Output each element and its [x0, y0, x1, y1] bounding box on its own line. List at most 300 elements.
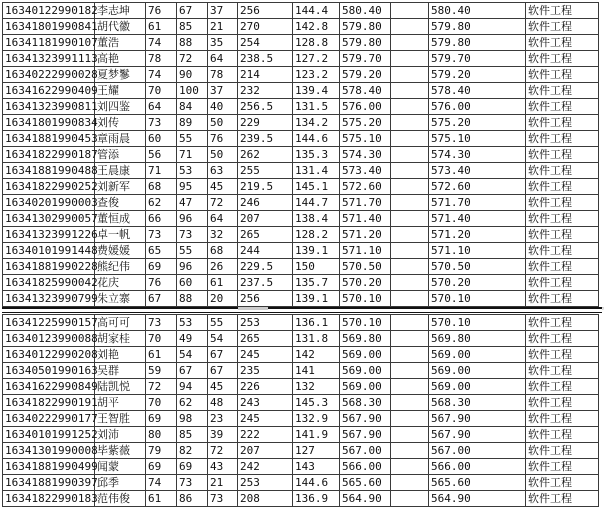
cell-score1[interactable]: 56 [146, 147, 177, 163]
cell-bonus[interactable] [391, 35, 429, 51]
cell-score5[interactable]: 131.5 [293, 99, 340, 115]
cell-score5[interactable]: 144.4 [293, 3, 340, 19]
cell-score5[interactable]: 132 [293, 379, 340, 395]
cell-score4[interactable]: 208 [238, 491, 293, 507]
cell-total[interactable]: 568.30 [340, 395, 391, 411]
cell-score5[interactable]: 135.7 [293, 275, 340, 291]
cell-score1[interactable]: 61 [146, 347, 177, 363]
cell-bonus[interactable] [391, 163, 429, 179]
cell-score1[interactable]: 71 [146, 163, 177, 179]
cell-final-total[interactable]: 571.10 [429, 243, 526, 259]
cell-student-id[interactable]: 16341822990187 [3, 147, 95, 163]
cell-final-total[interactable]: 579.70 [429, 51, 526, 67]
cell-major[interactable]: 软件工程 [526, 131, 599, 147]
cell-bonus[interactable] [391, 259, 429, 275]
cell-name[interactable]: 李志坤 [95, 3, 146, 19]
cell-total[interactable]: 579.80 [340, 19, 391, 35]
cell-total[interactable]: 569.00 [340, 363, 391, 379]
cell-student-id[interactable]: 16341881990228 [3, 259, 95, 275]
cell-score1[interactable]: 73 [146, 115, 177, 131]
cell-score5[interactable]: 128.8 [293, 35, 340, 51]
cell-score1[interactable]: 60 [146, 131, 177, 147]
cell-score4[interactable]: 255 [238, 163, 293, 179]
cell-student-id[interactable]: 16341881990488 [3, 163, 95, 179]
cell-total[interactable]: 569.00 [340, 347, 391, 363]
cell-major[interactable]: 软件工程 [526, 331, 599, 347]
cell-score1[interactable]: 61 [146, 19, 177, 35]
cell-student-id[interactable]: 16341801990834 [3, 115, 95, 131]
cell-major[interactable]: 软件工程 [526, 147, 599, 163]
cell-bonus[interactable] [391, 211, 429, 227]
cell-score3[interactable]: 55 [208, 315, 238, 331]
cell-score2[interactable]: 53 [177, 163, 208, 179]
cell-student-id[interactable]: 16341825990042 [3, 275, 95, 291]
cell-name[interactable]: 胡代徽 [95, 19, 146, 35]
cell-major[interactable]: 软件工程 [526, 227, 599, 243]
cell-total[interactable]: 579.20 [340, 67, 391, 83]
cell-score5[interactable]: 139.1 [293, 291, 340, 307]
cell-final-total[interactable]: 573.40 [429, 163, 526, 179]
cell-student-id[interactable]: 16340222990028 [3, 67, 95, 83]
cell-bonus[interactable] [391, 83, 429, 99]
cell-score3[interactable]: 72 [208, 443, 238, 459]
cell-bonus[interactable] [391, 459, 429, 475]
cell-score4[interactable]: 232 [238, 83, 293, 99]
cell-major[interactable]: 软件工程 [526, 67, 599, 83]
cell-score4[interactable]: 207 [238, 211, 293, 227]
cell-score2[interactable]: 94 [177, 379, 208, 395]
cell-major[interactable]: 软件工程 [526, 315, 599, 331]
cell-score1[interactable]: 73 [146, 315, 177, 331]
cell-bonus[interactable] [391, 443, 429, 459]
cell-score3[interactable]: 50 [208, 147, 238, 163]
cell-score4[interactable]: 238.5 [238, 51, 293, 67]
cell-score2[interactable]: 100 [177, 83, 208, 99]
cell-score5[interactable]: 128.2 [293, 227, 340, 243]
cell-major[interactable]: 软件工程 [526, 195, 599, 211]
cell-total[interactable]: 571.10 [340, 243, 391, 259]
cell-score4[interactable]: 256 [238, 3, 293, 19]
cell-score5[interactable]: 136.9 [293, 491, 340, 507]
cell-bonus[interactable] [391, 179, 429, 195]
cell-score4[interactable]: 265 [238, 331, 293, 347]
cell-score3[interactable]: 67 [208, 363, 238, 379]
cell-name[interactable]: 管添 [95, 147, 146, 163]
cell-final-total[interactable]: 570.50 [429, 259, 526, 275]
cell-score3[interactable]: 72 [208, 195, 238, 211]
cell-score3[interactable]: 78 [208, 67, 238, 83]
cell-score5[interactable]: 138.4 [293, 211, 340, 227]
cell-name[interactable]: 高可可 [95, 315, 146, 331]
cell-name[interactable]: 熊纪伟 [95, 259, 146, 275]
cell-bonus[interactable] [391, 19, 429, 35]
cell-final-total[interactable]: 569.00 [429, 347, 526, 363]
cell-total[interactable]: 571.40 [340, 211, 391, 227]
cell-student-id[interactable]: 16341881990453 [3, 131, 95, 147]
cell-score4[interactable]: 265 [238, 227, 293, 243]
cell-score1[interactable]: 78 [146, 51, 177, 67]
cell-bonus[interactable] [391, 379, 429, 395]
cell-score1[interactable]: 70 [146, 395, 177, 411]
cell-final-total[interactable]: 579.20 [429, 67, 526, 83]
cell-score2[interactable]: 73 [177, 475, 208, 491]
cell-final-total[interactable]: 571.20 [429, 227, 526, 243]
cell-score2[interactable]: 49 [177, 331, 208, 347]
cell-score5[interactable]: 134.2 [293, 115, 340, 131]
cell-score4[interactable]: 226 [238, 379, 293, 395]
cell-score3[interactable]: 23 [208, 411, 238, 427]
cell-score1[interactable]: 69 [146, 411, 177, 427]
cell-score4[interactable]: 245 [238, 347, 293, 363]
cell-score1[interactable]: 79 [146, 443, 177, 459]
cell-final-total[interactable]: 572.60 [429, 179, 526, 195]
cell-score2[interactable]: 88 [177, 35, 208, 51]
cell-major[interactable]: 软件工程 [526, 363, 599, 379]
cell-name[interactable]: 刘新军 [95, 179, 146, 195]
cell-major[interactable]: 软件工程 [526, 443, 599, 459]
cell-score1[interactable]: 69 [146, 259, 177, 275]
cell-total[interactable]: 572.60 [340, 179, 391, 195]
cell-score2[interactable]: 85 [177, 427, 208, 443]
cell-score3[interactable]: 73 [208, 491, 238, 507]
cell-bonus[interactable] [391, 315, 429, 331]
cell-score5[interactable]: 131.8 [293, 331, 340, 347]
cell-score3[interactable]: 64 [208, 51, 238, 67]
cell-bonus[interactable] [391, 347, 429, 363]
cell-major[interactable]: 软件工程 [526, 347, 599, 363]
cell-total[interactable]: 567.90 [340, 411, 391, 427]
cell-score4[interactable]: 244 [238, 243, 293, 259]
cell-student-id[interactable]: 16341323991226 [3, 227, 95, 243]
cell-name[interactable]: 闻蒙 [95, 459, 146, 475]
cell-score4[interactable]: 239.5 [238, 131, 293, 147]
cell-score4[interactable]: 235 [238, 363, 293, 379]
cell-major[interactable]: 软件工程 [526, 491, 599, 507]
cell-major[interactable]: 软件工程 [526, 379, 599, 395]
cell-total[interactable]: 576.00 [340, 99, 391, 115]
cell-score3[interactable]: 35 [208, 35, 238, 51]
cell-major[interactable]: 软件工程 [526, 99, 599, 115]
cell-bonus[interactable] [391, 475, 429, 491]
cell-score5[interactable]: 150 [293, 259, 340, 275]
cell-final-total[interactable]: 579.80 [429, 19, 526, 35]
cell-final-total[interactable]: 569.00 [429, 379, 526, 395]
cell-score5[interactable]: 142 [293, 347, 340, 363]
cell-score4[interactable]: 243 [238, 395, 293, 411]
cell-total[interactable]: 570.50 [340, 259, 391, 275]
cell-score1[interactable]: 73 [146, 227, 177, 243]
cell-final-total[interactable]: 576.00 [429, 99, 526, 115]
cell-student-id[interactable]: 16341301990008 [3, 443, 95, 459]
cell-final-total[interactable]: 567.00 [429, 443, 526, 459]
cell-score3[interactable]: 45 [208, 179, 238, 195]
cell-student-id[interactable]: 16341881990397 [3, 475, 95, 491]
cell-score4[interactable]: 222 [238, 427, 293, 443]
cell-score2[interactable]: 88 [177, 291, 208, 307]
cell-student-id[interactable]: 16341622990849 [3, 379, 95, 395]
cell-score5[interactable]: 136.1 [293, 315, 340, 331]
cell-name[interactable]: 费媛媛 [95, 243, 146, 259]
cell-major[interactable]: 软件工程 [526, 3, 599, 19]
cell-final-total[interactable]: 578.40 [429, 83, 526, 99]
cell-bonus[interactable] [391, 115, 429, 131]
cell-student-id[interactable]: 16340201990003 [3, 195, 95, 211]
cell-total[interactable]: 571.20 [340, 227, 391, 243]
cell-score1[interactable]: 74 [146, 475, 177, 491]
cell-name[interactable]: 董恒成 [95, 211, 146, 227]
cell-name[interactable]: 花庆 [95, 275, 146, 291]
cell-bonus[interactable] [391, 331, 429, 347]
cell-score2[interactable]: 72 [177, 51, 208, 67]
cell-score4[interactable]: 253 [238, 475, 293, 491]
cell-final-total[interactable]: 574.30 [429, 147, 526, 163]
cell-score2[interactable]: 71 [177, 147, 208, 163]
cell-total[interactable]: 565.60 [340, 475, 391, 491]
cell-score3[interactable]: 54 [208, 331, 238, 347]
cell-score2[interactable]: 55 [177, 131, 208, 147]
cell-total[interactable]: 567.00 [340, 443, 391, 459]
cell-score1[interactable]: 62 [146, 195, 177, 211]
cell-score5[interactable]: 139.4 [293, 83, 340, 99]
cell-student-id[interactable]: 16341822990252 [3, 179, 95, 195]
cell-name[interactable]: 吴群 [95, 363, 146, 379]
cell-major[interactable]: 软件工程 [526, 411, 599, 427]
cell-name[interactable]: 毕紫薇 [95, 443, 146, 459]
cell-score3[interactable]: 50 [208, 115, 238, 131]
cell-score3[interactable]: 32 [208, 227, 238, 243]
cell-student-id[interactable]: 16340222990177 [3, 411, 95, 427]
cell-score3[interactable]: 37 [208, 3, 238, 19]
cell-score5[interactable]: 141 [293, 363, 340, 379]
cell-student-id[interactable]: 16340101991448 [3, 243, 95, 259]
cell-score4[interactable]: 229.5 [238, 259, 293, 275]
cell-major[interactable]: 软件工程 [526, 35, 599, 51]
cell-final-total[interactable]: 564.90 [429, 491, 526, 507]
cell-score5[interactable]: 143 [293, 459, 340, 475]
cell-student-id[interactable]: 16341323990799 [3, 291, 95, 307]
cell-total[interactable]: 569.80 [340, 331, 391, 347]
cell-score4[interactable]: 256 [238, 291, 293, 307]
cell-bonus[interactable] [391, 51, 429, 67]
cell-name[interactable]: 王耀 [95, 83, 146, 99]
cell-score4[interactable]: 219.5 [238, 179, 293, 195]
cell-name[interactable]: 王智胜 [95, 411, 146, 427]
cell-total[interactable]: 570.20 [340, 275, 391, 291]
cell-student-id[interactable]: 16341181990107 [3, 35, 95, 51]
cell-score3[interactable]: 68 [208, 243, 238, 259]
cell-total[interactable]: 575.20 [340, 115, 391, 131]
cell-final-total[interactable]: 566.00 [429, 459, 526, 475]
cell-name[interactable]: 王晨康 [95, 163, 146, 179]
cell-name[interactable]: 朱立寨 [95, 291, 146, 307]
cell-major[interactable]: 软件工程 [526, 459, 599, 475]
cell-name[interactable]: 刘艳 [95, 347, 146, 363]
cell-total[interactable]: 570.10 [340, 315, 391, 331]
cell-score2[interactable]: 53 [177, 315, 208, 331]
cell-total[interactable]: 579.70 [340, 51, 391, 67]
cell-major[interactable]: 软件工程 [526, 211, 599, 227]
cell-major[interactable]: 软件工程 [526, 291, 599, 307]
cell-score4[interactable]: 245 [238, 411, 293, 427]
cell-bonus[interactable] [391, 227, 429, 243]
cell-name[interactable]: 章雨晨 [95, 131, 146, 147]
cell-score2[interactable]: 85 [177, 19, 208, 35]
cell-bonus[interactable] [391, 427, 429, 443]
cell-score2[interactable]: 62 [177, 395, 208, 411]
cell-score2[interactable]: 96 [177, 211, 208, 227]
cell-name[interactable]: 卓一帆 [95, 227, 146, 243]
cell-score1[interactable]: 59 [146, 363, 177, 379]
cell-score3[interactable]: 45 [208, 379, 238, 395]
cell-score4[interactable]: 242 [238, 459, 293, 475]
cell-score2[interactable]: 55 [177, 243, 208, 259]
cell-score2[interactable]: 47 [177, 195, 208, 211]
cell-score4[interactable]: 229 [238, 115, 293, 131]
cell-score5[interactable]: 127 [293, 443, 340, 459]
cell-bonus[interactable] [391, 99, 429, 115]
cell-score4[interactable]: 262 [238, 147, 293, 163]
cell-bonus[interactable] [391, 291, 429, 307]
cell-score3[interactable]: 39 [208, 427, 238, 443]
cell-major[interactable]: 软件工程 [526, 395, 599, 411]
cell-score3[interactable]: 64 [208, 211, 238, 227]
cell-score4[interactable]: 270 [238, 19, 293, 35]
cell-major[interactable]: 软件工程 [526, 475, 599, 491]
cell-score3[interactable]: 20 [208, 291, 238, 307]
cell-final-total[interactable]: 568.30 [429, 395, 526, 411]
cell-score5[interactable]: 144.7 [293, 195, 340, 211]
cell-bonus[interactable] [391, 243, 429, 259]
cell-name[interactable]: 刘传 [95, 115, 146, 131]
cell-major[interactable]: 软件工程 [526, 243, 599, 259]
cell-student-id[interactable]: 16340101991252 [3, 427, 95, 443]
cell-final-total[interactable]: 570.20 [429, 275, 526, 291]
cell-score1[interactable]: 69 [146, 459, 177, 475]
cell-score5[interactable]: 144.6 [293, 475, 340, 491]
cell-student-id[interactable]: 16340122990182 [3, 3, 95, 19]
cell-score1[interactable]: 68 [146, 179, 177, 195]
cell-score2[interactable]: 86 [177, 491, 208, 507]
cell-name[interactable]: 董浩 [95, 35, 146, 51]
cell-score1[interactable]: 65 [146, 243, 177, 259]
cell-final-total[interactable]: 569.00 [429, 363, 526, 379]
cell-name[interactable]: 刘四鉴 [95, 99, 146, 115]
cell-student-id[interactable]: 16341822990191 [3, 395, 95, 411]
cell-final-total[interactable]: 575.10 [429, 131, 526, 147]
cell-bonus[interactable] [391, 395, 429, 411]
cell-score4[interactable]: 256.5 [238, 99, 293, 115]
cell-bonus[interactable] [391, 67, 429, 83]
cell-score1[interactable]: 74 [146, 35, 177, 51]
cell-student-id[interactable]: 16340122990208 [3, 347, 95, 363]
cell-score2[interactable]: 89 [177, 115, 208, 131]
cell-score3[interactable]: 21 [208, 475, 238, 491]
cell-score2[interactable]: 54 [177, 347, 208, 363]
cell-total[interactable]: 569.00 [340, 379, 391, 395]
cell-score2[interactable]: 98 [177, 411, 208, 427]
cell-score2[interactable]: 96 [177, 259, 208, 275]
cell-total[interactable]: 578.40 [340, 83, 391, 99]
cell-major[interactable]: 软件工程 [526, 259, 599, 275]
cell-major[interactable]: 软件工程 [526, 275, 599, 291]
cell-score3[interactable]: 61 [208, 275, 238, 291]
cell-student-id[interactable]: 16341323990811 [3, 99, 95, 115]
cell-name[interactable]: 查俊 [95, 195, 146, 211]
cell-final-total[interactable]: 571.40 [429, 211, 526, 227]
cell-score2[interactable]: 95 [177, 179, 208, 195]
cell-score3[interactable]: 21 [208, 19, 238, 35]
cell-score1[interactable]: 70 [146, 83, 177, 99]
cell-student-id[interactable]: 16341622990409 [3, 83, 95, 99]
cell-bonus[interactable] [391, 195, 429, 211]
cell-major[interactable]: 软件工程 [526, 83, 599, 99]
cell-score2[interactable]: 84 [177, 99, 208, 115]
cell-name[interactable]: 陆凯悦 [95, 379, 146, 395]
cell-final-total[interactable]: 579.80 [429, 35, 526, 51]
cell-student-id[interactable]: 16340123990088 [3, 331, 95, 347]
cell-score4[interactable]: 237.5 [238, 275, 293, 291]
cell-final-total[interactable]: 567.90 [429, 411, 526, 427]
cell-bonus[interactable] [391, 411, 429, 427]
cell-score1[interactable]: 72 [146, 379, 177, 395]
cell-bonus[interactable] [391, 3, 429, 19]
cell-total[interactable]: 574.30 [340, 147, 391, 163]
cell-score5[interactable]: 144.6 [293, 131, 340, 147]
cell-final-total[interactable]: 580.40 [429, 3, 526, 19]
cell-score5[interactable]: 145.1 [293, 179, 340, 195]
cell-score2[interactable]: 82 [177, 443, 208, 459]
cell-total[interactable]: 564.90 [340, 491, 391, 507]
cell-score1[interactable]: 66 [146, 211, 177, 227]
cell-major[interactable]: 软件工程 [526, 19, 599, 35]
cell-score4[interactable]: 253 [238, 315, 293, 331]
cell-final-total[interactable]: 575.20 [429, 115, 526, 131]
cell-score2[interactable]: 90 [177, 67, 208, 83]
cell-score2[interactable]: 60 [177, 275, 208, 291]
cell-major[interactable]: 软件工程 [526, 51, 599, 67]
cell-score5[interactable]: 131.4 [293, 163, 340, 179]
cell-final-total[interactable]: 565.60 [429, 475, 526, 491]
cell-score1[interactable]: 64 [146, 99, 177, 115]
cell-major[interactable]: 软件工程 [526, 179, 599, 195]
cell-score2[interactable]: 69 [177, 459, 208, 475]
cell-score5[interactable]: 141.9 [293, 427, 340, 443]
cell-score4[interactable]: 207 [238, 443, 293, 459]
cell-score1[interactable]: 67 [146, 291, 177, 307]
cell-bonus[interactable] [391, 491, 429, 507]
cell-final-total[interactable]: 567.90 [429, 427, 526, 443]
cell-score3[interactable]: 40 [208, 99, 238, 115]
cell-score5[interactable]: 123.2 [293, 67, 340, 83]
cell-student-id[interactable]: 16341225990157 [3, 315, 95, 331]
cell-student-id[interactable]: 16341822990183 [3, 491, 95, 507]
cell-score5[interactable]: 142.8 [293, 19, 340, 35]
cell-name[interactable]: 邱季 [95, 475, 146, 491]
cell-name[interactable]: 范伟俊 [95, 491, 146, 507]
cell-score5[interactable]: 139.1 [293, 243, 340, 259]
cell-name[interactable]: 胡平 [95, 395, 146, 411]
cell-score3[interactable]: 37 [208, 83, 238, 99]
cell-name[interactable]: 刘沛 [95, 427, 146, 443]
cell-final-total[interactable]: 570.10 [429, 291, 526, 307]
cell-score1[interactable]: 61 [146, 491, 177, 507]
cell-student-id[interactable]: 16340501990163 [3, 363, 95, 379]
cell-score1[interactable]: 76 [146, 3, 177, 19]
cell-final-total[interactable]: 570.10 [429, 315, 526, 331]
cell-score1[interactable]: 80 [146, 427, 177, 443]
cell-score1[interactable]: 74 [146, 67, 177, 83]
cell-bonus[interactable] [391, 363, 429, 379]
